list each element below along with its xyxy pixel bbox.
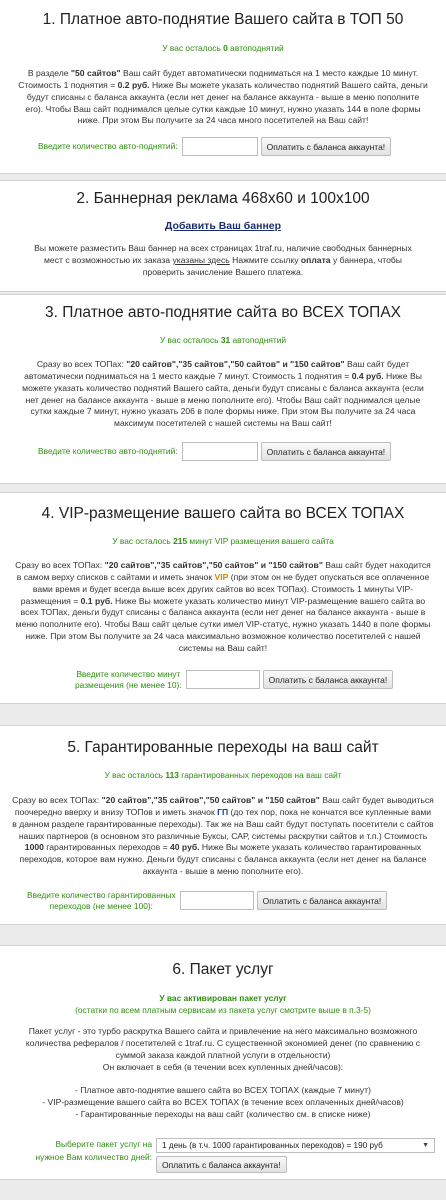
section-description: Вы можете разместить Ваш баннер на всех страницах 1traf.ru, наличие свободных баннерных мест с возможностью их заказа указаны здесь Нажмите ссылку оплата у баннера, чтобы проверить зачисление Вашего платежа. [34,243,412,277]
section-service-package [0,945,446,1180]
add-banner-link[interactable]: Добавить Ваш баннер [164,220,282,232]
section-banner-ads [0,180,446,292]
section-title: 6. Пакет услуг [172,961,274,978]
status-count: 0 [223,43,228,53]
order-form [38,442,391,461]
list-item: - VIP-размещение вашего сайта во ВСЕХ ТОПАХ (в течение всех оплаченных дней/часов) [42,1096,404,1107]
chevron-down-icon: ▼ [422,1141,429,1149]
pay-button[interactable]: Оплатить с баланса аккаунта! [257,891,388,910]
section-title: 2. Баннерная реклама 468x60 и 100x100 [76,190,370,207]
section-description: В разделе "50 сайтов" Ваш сайт будет автоматически подниматься на 1 место каждые 10 минут. Стоимость 1 поднятия = 0.2 руб. Ниже Вы можете указать количество поднятий Вашего сайта, деньги будут списаны с баланса аккаунта (если нет денег на балансе аккаунта - выше в меню пополните его). Чтобы Ваш сайт поднимался целые сутки каждые 10 минут, нужно указать 144 в поле формы ниже. При этом Вы получите за 24 часа много посетителей на Ваш сайт! [18,68,428,126]
section-title: 1. Платное авто-поднятие Вашего сайта в ТОП 50 [42,11,404,28]
status-count: 113 [165,770,179,780]
package-select[interactable] [156,1138,435,1153]
list-item: - Платное авто-поднятие вашего сайта во ВСЕХ ТОПАХ (каждые 7 минут) [75,1085,371,1095]
order-form [38,137,391,156]
visits-input[interactable] [180,891,254,910]
package-includes-list [0,1085,446,1121]
status-text: У вас осталось 31 автоподнятий [159,335,287,345]
quantity-label: Введите количество гарантированных переходов (не менее 100): [27,890,176,911]
package-status: У вас активирован пакет услуг (остатки по всем платным сервисам из пакета услуг смотрите выше в п.3-5) [75,993,371,1015]
quantity-input[interactable] [182,137,258,156]
status-count: 31 [220,335,231,345]
quantity-input[interactable] [182,442,258,461]
section-guaranteed-visits [0,725,446,925]
pay-button[interactable]: Оплатить с баланса аккаунта! [261,442,392,461]
list-item: - Гарантированные переходы на ваш сайт (количество см. в списке ниже) [75,1108,371,1119]
order-form [75,669,393,691]
order-form [27,890,387,912]
section-vip-placement [0,492,446,704]
section-title: 5. Гарантированные переходы на ваш сайт [67,739,379,756]
section-description: Сразу во всех ТОПах: "20 сайтов","35 сайтов","50 сайтов" и "150 сайтов" Ваш сайт будет выводиться поочередно вверху и внизу ТОПов и иметь значок ГП (до тех пор, пока не кончатся все купленные вами в данном разделе гарантированные переходы). Так же на Ваш сайт будут поступать посетители с сайтов наших партнеров (в основном это различные Буксы, САР, системы раскрутки сайтов и т.п.) Стоимость 1000 гарантированных переходов = 40 руб. Ниже Вы можете указать количество гарантированных переходов, которое вам нужно. Деньги будут списаны с баланса аккаунта (если нет денег на балансе аккаунта - выше в меню пополните его). [12,795,434,877]
quantity-label: Введите количество минут размещения (не менее 10): [75,669,182,690]
status-count: 215 [173,536,188,546]
section-title: 4. VIP-размещение вашего сайта во ВСЕХ ТОПАХ [41,505,405,522]
quantity-label: Введите количество авто-поднятий: [38,446,178,457]
available-places-link[interactable]: указаны здесь [172,254,230,265]
gp-badge: ГП [217,806,229,817]
pay-button[interactable]: Оплатить с баланса аккаунта! [156,1156,287,1173]
package-select-label: Выберите пакет услуг на нужное Вам количество дней: [35,1139,152,1163]
minutes-input[interactable] [186,670,260,689]
status-text: У вас осталось 0 автоподнятий [162,43,284,53]
add-banner-link-wrap [0,219,446,233]
vip-badge: VIP [214,571,229,582]
section-description: Пакет услуг - это турбо раскрутка Вашего сайта и привлечение на него максимально возможного количества рефералов / посетителей с 1traf.ru. С существенной экономией денег (по сравнению с суммой заказа каждой платной услуги в отдельности) Он включает в себя (в течении всех купленных дней/часов): [25,1026,421,1072]
status-text: У вас осталось 113 гарантированных переходов на ваш сайт [104,770,342,780]
pay-button[interactable]: Оплатить с баланса аккаунта! [261,137,392,156]
section-description: Сразу во всех ТОПах: "20 сайтов","35 сайтов","50 сайтов" и "150 сайтов" Ваш сайт будет находится в самом верху списков с сайтами и иметь значок VIP (при этом он не будет опускаться все оплаченное вами время и будет всегда выше всех других сайтов во всех ТОПах). Стоимость 1 минуты VIP-размещения = 0.1 руб. Ниже Вы можете указать количество минут VIP-размещение вашего сайта во всех ТОПах, деньги будут списаны с баланса аккаунта (если нет денег на балансе аккаунта - выше в меню пополните его). Чтобы Ваш сайт целые сутки имел VIP-статус, нужно указать 1440 в поле формы ниже. При этом Вы получите за 24 часа максимально возможное количество посетителей с нашей системы на Ваш сайт! [15,560,431,654]
section-title: 3. Платное авто-поднятие сайта во ВСЕХ ТОПАХ [45,304,401,321]
section-auto-raise-all-tops [0,294,446,484]
status-text: У вас осталось 215 минут VIP размещения вашего сайта [112,536,334,546]
section-description: Сразу во всех ТОПах: "20 сайтов","35 сайтов","50 сайтов" и "150 сайтов" Ваш сайт будет автоматически подниматься на 1 место каждые 7 минут. Стоимость 1 поднятия = 0.4 руб. Ниже Вы можете указать количество поднятий Вашего сайта, деньги будут списаны с баланса аккаунта (если нет денег на балансе аккаунта - выше в меню пополните его). Чтобы Ваш сайт поднимался целые сутки каждые 7 минут, нужно указать 206 в поле формы ниже. При этом Вы получите за 24 часа максимум посетителей с нашей системы на Ваш сайт! [22,359,424,429]
quantity-label: Введите количество авто-поднятий: [38,141,178,152]
package-select-value: 1 день (в т.ч. 1000 гарантированных переходов) = 190 руб [162,1140,383,1150]
pay-button[interactable]: Оплатить с баланса аккаунта! [263,670,394,689]
section-auto-raise-top50 [0,0,446,174]
